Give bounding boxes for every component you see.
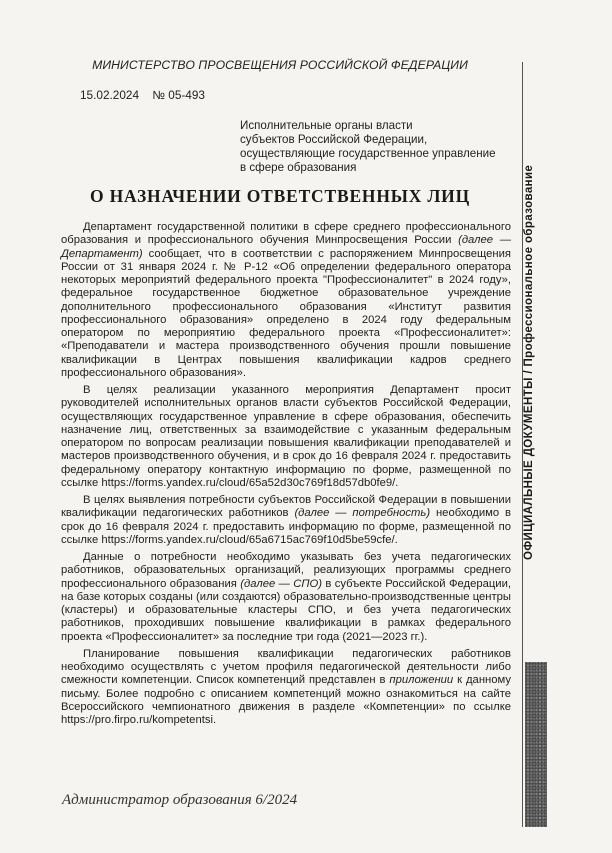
body-paragraph xyxy=(61,221,511,380)
addressee-line: Исполнительные органы власти xyxy=(240,119,413,132)
paragraph-text: к данному письму. Более подробно с описанием компетенций можно ознакомиться на сайте Всероссийского чемпионатного движения в разделе «Компетенции» по ссылке https://pro.firpo.ru/kompetentsi. xyxy=(61,674,511,726)
document-number: № 05-493 xyxy=(152,88,205,102)
sidebar-tone-bar xyxy=(525,662,547,827)
body-paragraph xyxy=(61,384,511,490)
document-title: О НАЗНАЧЕНИИ ОТВЕТСТВЕННЫХ ЛИЦ xyxy=(90,186,470,206)
ministry-header: МИНИСТЕРСТВО ПРОСВЕЩЕНИЯ РОССИЙСКОЙ ФЕДЕРАЦИИ xyxy=(92,58,468,72)
addressee-block xyxy=(240,119,540,175)
letter-body xyxy=(61,221,511,727)
body-paragraph xyxy=(61,551,511,644)
italic-text: приложении xyxy=(389,674,454,687)
paragraph-text: Данные о потребности необходимо указывать без учета педагогических работников, образовательных организаций, реализующих программы среднего профессионального образования xyxy=(61,551,511,590)
body-paragraph xyxy=(61,494,511,547)
addressee-line: субъектов Российской Федерации, xyxy=(240,133,428,146)
italic-text: (далее — СПО) xyxy=(240,577,323,590)
body-paragraph xyxy=(61,648,511,728)
section-sidebar xyxy=(522,62,549,827)
paragraph-text: В целях выявления потребности субъектов Российской Федерации в повышении квалификации педагогических работников xyxy=(61,494,511,520)
paragraph-text: сообщает, что в соответствии с распоряжением Минпросвещения России от 31 января 2024 г. № Р-12 «Об определении федерального оператора некоторых мероприятий федерального проекта "Профессионалитет" в 2024 году», федеральное государственное бюджетное образовательное учреждение дополнительного профессионального образования «Институт развития профессионального образования» определено в 2024 году федеральным оператором по мероприятию федерального проекта «Профессионалитет»: «Преподаватели и мастера производственного обучения прошли повышение квалификации в Центрах повышения квалификации кадров среднего профессионального образования». xyxy=(61,247,511,379)
addressee-line: в сфере образования xyxy=(240,161,357,174)
paragraph-text: в субъекте Российской Федерации, на базе которых созданы (или создаются) образовательно-производственные центры (кластеры) и образовательные кластеры СПО, и без учета педагогических работников, проходивших повышение квалификации в рамках федерального проекта «Профессионалитет» за последние три года (2021—2023 гг.). xyxy=(61,577,511,643)
document-date: 15.02.2024 xyxy=(80,88,140,102)
italic-text: (далее — Департамент) xyxy=(61,234,511,260)
magazine-footer: Администратор образования 6/2024 xyxy=(62,792,298,808)
paragraph-text: Департамент государственной политики в сфере среднего профессионального образования и профессионального обучения Минпросвещения России xyxy=(61,221,511,247)
paragraph-text: В целях реализации указанного мероприятия Департамент просит руководителей исполнительных органов власти субъектов Российской Федерации, осуществляющих государственное управление в сфере образования, обеспечить назначение лиц, ответственных за взаимодействие с указанным федеральным оператором по вопросам реализации повышения квалификации преподавателей и мастеров производственного обучения, и в срок до 16 февраля 2024 г. предоставить федеральному оператору контактную информацию по форме, размещенной по ссылке https://forms.yandex.ru/cloud/65a52d30c769f18d57db0fe9/. xyxy=(61,384,511,489)
italic-text: (далее — потребность) xyxy=(294,507,431,520)
section-label: ОФИЦИАЛЬНЫЕ ДОКУМЕНТЫ / Профессиональное образование xyxy=(523,164,535,560)
document-meta xyxy=(80,88,205,102)
paragraph-text: необходимо в срок до 16 февраля 2024 г. предоставить информацию по форме, размещенной по ссылке https://forms.yandex.ru/cloud/65a6715ac769f10d5be59cfe/. xyxy=(61,507,511,546)
addressee-line: осуществляющие государственное управление xyxy=(240,147,496,160)
paragraph-text: Планирование повышения квалификации педагогических работников необходимо осуществлять с учетом профиля педагогической деятельности либо смежности компетенции. Список компетенций представлен в xyxy=(61,647,511,687)
